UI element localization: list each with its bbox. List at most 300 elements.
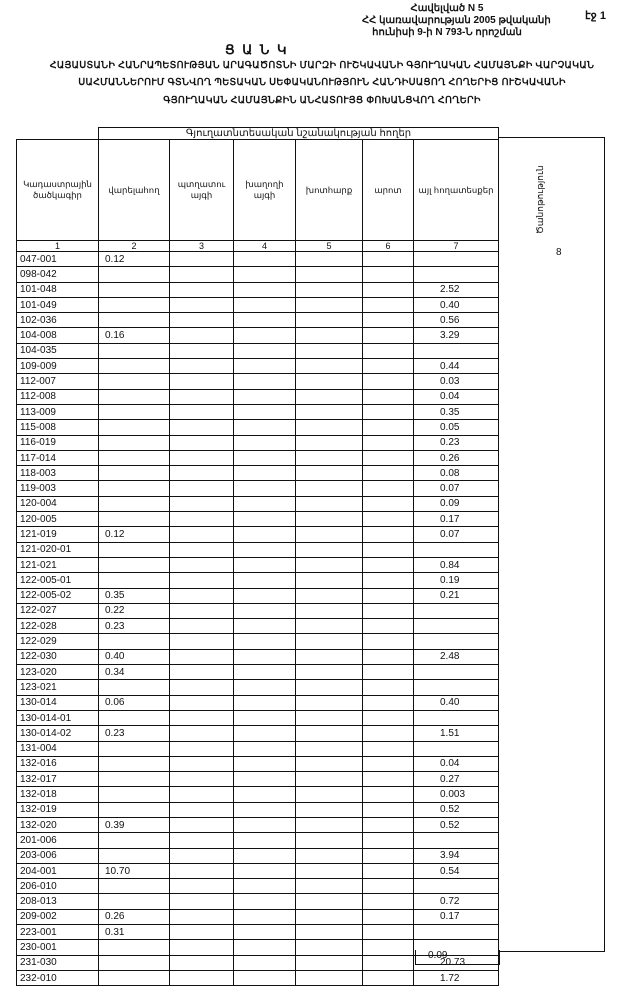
vineyard-cell	[234, 527, 296, 542]
pasture-cell	[363, 925, 414, 940]
hayfield-cell	[296, 802, 363, 817]
hayfield-cell	[296, 726, 363, 741]
cadastral-code-cell: 104-035	[17, 343, 99, 358]
arable-cell	[99, 420, 170, 435]
notes-column	[498, 137, 605, 952]
table-row	[17, 557, 499, 572]
hayfield-cell	[296, 297, 363, 312]
arable-cell	[99, 496, 170, 511]
cadastral-code-cell: 132-017	[17, 772, 99, 787]
orchard-cell	[170, 772, 234, 787]
table-row	[17, 802, 499, 817]
vineyard-cell	[234, 619, 296, 634]
pasture-cell	[363, 817, 414, 832]
hayfield-cell	[296, 817, 363, 832]
orchard-cell	[170, 649, 234, 664]
pasture-cell	[363, 359, 414, 374]
cadastral-code-cell: 132-019	[17, 802, 99, 817]
other-land-cell: 0.05	[414, 420, 499, 435]
title-line-1: ՀԱՅԱՍՏԱՆԻ ՀԱՆՐԱՊԵՏՈՒԹՅԱՆ ԱՐԱԳԱԾՈՏՆԻ ՄԱՐԶԻ ՈՒՇԿԱՎԱՆԻ ԳՅՈՒՂԱԿԱՆ ՀԱՄԱՅՆՔԻ ՎԱՐՉԱԿԱՆ	[49, 60, 595, 71]
vineyard-cell	[234, 389, 296, 404]
other-land-cell: 0.84	[414, 557, 499, 572]
orchard-cell	[170, 512, 234, 527]
orchard-cell	[170, 542, 234, 557]
pasture-cell	[363, 389, 414, 404]
col-vineyard: խաղողի այգի	[234, 140, 296, 241]
arable-cell: 0.34	[99, 665, 170, 680]
orchard-cell	[170, 359, 234, 374]
annex-number: Հավելված N 5	[410, 3, 484, 14]
other-land-cell: 0.35	[414, 404, 499, 419]
pasture-cell	[363, 848, 414, 863]
cadastral-code-cell: 132-020	[17, 817, 99, 832]
col-other-land: այլ հողատեսքեր	[414, 140, 499, 241]
cadastral-code-cell: 101-049	[17, 297, 99, 312]
pasture-cell	[363, 343, 414, 358]
arable-cell	[99, 389, 170, 404]
orchard-cell	[170, 863, 234, 878]
arable-cell: 0.12	[99, 527, 170, 542]
orchard-cell	[170, 695, 234, 710]
vineyard-cell	[234, 435, 296, 450]
other-land-cell: 0.21	[414, 588, 499, 603]
pasture-cell	[363, 695, 414, 710]
pasture-cell	[363, 940, 414, 955]
vineyard-cell	[234, 817, 296, 832]
arable-cell: 0.35	[99, 588, 170, 603]
table-row	[17, 863, 499, 878]
hayfield-cell	[296, 619, 363, 634]
vineyard-cell	[234, 466, 296, 481]
hayfield-cell	[296, 328, 363, 343]
pasture-cell	[363, 879, 414, 894]
hayfield-cell	[296, 573, 363, 588]
pasture-cell	[363, 573, 414, 588]
table-row	[17, 252, 499, 267]
hayfield-cell	[296, 496, 363, 511]
arable-cell	[99, 894, 170, 909]
arable-cell	[99, 772, 170, 787]
table-row	[17, 848, 499, 863]
orchard-cell	[170, 496, 234, 511]
orchard-cell	[170, 573, 234, 588]
cadastral-code-cell: 109-009	[17, 359, 99, 374]
hayfield-cell	[296, 772, 363, 787]
pasture-cell	[363, 374, 414, 389]
other-land-cell: 3.29	[414, 328, 499, 343]
hayfield-cell	[296, 404, 363, 419]
vineyard-cell	[234, 634, 296, 649]
hayfield-cell	[296, 955, 363, 970]
orchard-cell	[170, 879, 234, 894]
other-land-cell: 0.40	[414, 695, 499, 710]
vineyard-cell	[234, 848, 296, 863]
table-row	[17, 925, 499, 940]
title-line-3: ԳՅՈՒՂԱԿԱՆ ՀԱՄԱՅՆՔԻՆ ԱՆՀԱՏՈՒՅՑ ՓՈԽԱՆՑՎՈՂ ՀՈՂԵՐԻ	[163, 95, 481, 106]
hayfield-cell	[296, 940, 363, 955]
other-land-cell: 0.52	[414, 817, 499, 832]
cadastral-code-cell: 120-005	[17, 512, 99, 527]
cadastral-code-cell: 208-013	[17, 894, 99, 909]
vineyard-cell	[234, 542, 296, 557]
orchard-cell	[170, 909, 234, 924]
other-land-cell	[414, 252, 499, 267]
vineyard-cell	[234, 450, 296, 465]
orchard-cell	[170, 252, 234, 267]
orchard-cell	[170, 313, 234, 328]
hayfield-cell	[296, 588, 363, 603]
cadastral-code-cell: 112-007	[17, 374, 99, 389]
arable-cell: 0.39	[99, 817, 170, 832]
other-land-cell: 2.48	[414, 649, 499, 664]
pasture-cell	[363, 527, 414, 542]
orchard-cell	[170, 665, 234, 680]
orchard-cell	[170, 481, 234, 496]
document-title: Ց Ա Ն Կ	[225, 42, 289, 57]
other-land-cell: 0.17	[414, 909, 499, 924]
cadastral-code-cell: 131-004	[17, 741, 99, 756]
other-land-cell: 0.03	[414, 374, 499, 389]
hayfield-cell	[296, 389, 363, 404]
table-row	[17, 680, 499, 695]
pasture-cell	[363, 787, 414, 802]
other-land-cell	[414, 634, 499, 649]
orchard-cell	[170, 710, 234, 725]
vineyard-cell	[234, 925, 296, 940]
other-land-cell	[414, 680, 499, 695]
arable-cell: 10.70	[99, 863, 170, 878]
other-land-cell: 3.94	[414, 848, 499, 863]
hayfield-cell	[296, 879, 363, 894]
table-row	[17, 665, 499, 680]
vineyard-cell	[234, 313, 296, 328]
orchard-cell	[170, 450, 234, 465]
orchard-cell	[170, 420, 234, 435]
orchard-cell	[170, 435, 234, 450]
vineyard-cell	[234, 496, 296, 511]
vineyard-cell	[234, 267, 296, 282]
hayfield-cell	[296, 466, 363, 481]
hayfield-cell	[296, 710, 363, 725]
other-land-cell: 0.17	[414, 512, 499, 527]
pasture-cell	[363, 619, 414, 634]
hayfield-cell	[296, 925, 363, 940]
other-land-cell	[414, 741, 499, 756]
pasture-cell	[363, 649, 414, 664]
other-land-cell: 0.04	[414, 389, 499, 404]
vineyard-cell	[234, 787, 296, 802]
col-hayfield: խոտհարք	[296, 140, 363, 241]
arable-cell	[99, 756, 170, 771]
cadastral-code-cell: 098-042	[17, 267, 99, 282]
hayfield-cell	[296, 863, 363, 878]
other-land-cell: 0.40	[414, 297, 499, 312]
arable-cell	[99, 940, 170, 955]
cadastral-code-cell: 223-001	[17, 925, 99, 940]
col-arable: վարելահող	[99, 140, 170, 241]
pasture-cell	[363, 756, 414, 771]
arable-cell	[99, 512, 170, 527]
cadastral-code-cell: 047-001	[17, 252, 99, 267]
cadastral-code-cell: 121-020-01	[17, 542, 99, 557]
land-table	[16, 127, 499, 986]
pasture-cell	[363, 955, 414, 970]
orchard-cell	[170, 328, 234, 343]
vineyard-cell	[234, 802, 296, 817]
orchard-cell	[170, 741, 234, 756]
pasture-cell	[363, 297, 414, 312]
pasture-cell	[363, 603, 414, 618]
annex-government: ՀՀ կառավարության 2005 թվականի	[362, 15, 551, 26]
table-row	[17, 404, 499, 419]
vineyard-cell	[234, 512, 296, 527]
arable-cell	[99, 833, 170, 848]
vineyard-cell	[234, 297, 296, 312]
orchard-cell	[170, 680, 234, 695]
other-land-cell: 2.52	[414, 282, 499, 297]
hayfield-cell	[296, 435, 363, 450]
table-row	[17, 909, 499, 924]
table-row	[17, 450, 499, 465]
pasture-cell	[363, 772, 414, 787]
orchard-cell	[170, 925, 234, 940]
cadastral-code-cell: 122-029	[17, 634, 99, 649]
other-land-cell: 0.52	[414, 802, 499, 817]
table-row	[17, 389, 499, 404]
arable-cell	[99, 970, 170, 985]
orchard-cell	[170, 955, 234, 970]
pasture-cell	[363, 726, 414, 741]
pasture-cell	[363, 894, 414, 909]
vineyard-cell	[234, 557, 296, 572]
vineyard-cell	[234, 359, 296, 374]
hayfield-cell	[296, 481, 363, 496]
vineyard-cell	[234, 649, 296, 664]
other-land-cell: 1.72	[414, 970, 499, 985]
other-land-cell: 0.26	[414, 450, 499, 465]
pasture-cell	[363, 328, 414, 343]
cadastral-code-cell: 230-001	[17, 940, 99, 955]
pasture-cell	[363, 710, 414, 725]
orchard-cell	[170, 557, 234, 572]
table-row	[17, 435, 499, 450]
vineyard-cell	[234, 940, 296, 955]
orchard-cell	[170, 940, 234, 955]
pasture-cell	[363, 282, 414, 297]
col-number: 3	[170, 241, 234, 252]
vineyard-cell	[234, 588, 296, 603]
other-land-cell: 0.56	[414, 313, 499, 328]
orchard-cell	[170, 267, 234, 282]
hayfield-cell	[296, 634, 363, 649]
pasture-cell	[363, 802, 414, 817]
hayfield-cell	[296, 557, 363, 572]
other-land-cell: 0.07	[414, 481, 499, 496]
hayfield-cell	[296, 512, 363, 527]
col-number: 4	[234, 241, 296, 252]
table-row	[17, 833, 499, 848]
table-row	[17, 787, 499, 802]
arable-cell	[99, 741, 170, 756]
table-row	[17, 527, 499, 542]
hayfield-cell	[296, 282, 363, 297]
other-land-cell: 0.23	[414, 435, 499, 450]
hayfield-cell	[296, 756, 363, 771]
orchard-cell	[170, 527, 234, 542]
col-number: 8	[556, 247, 562, 258]
annex-decision: հունիսի 9-ի N 793-Ն որոշման	[372, 27, 522, 38]
cadastral-code-cell: 130-014	[17, 695, 99, 710]
cadastral-code-cell: 115-008	[17, 420, 99, 435]
orchard-cell	[170, 894, 234, 909]
vineyard-cell	[234, 252, 296, 267]
hayfield-cell	[296, 527, 363, 542]
vineyard-cell	[234, 404, 296, 419]
hayfield-cell	[296, 374, 363, 389]
arable-cell	[99, 680, 170, 695]
arable-cell	[99, 710, 170, 725]
col-number: 7	[414, 241, 499, 252]
orchard-cell	[170, 343, 234, 358]
pasture-cell	[363, 634, 414, 649]
vineyard-cell	[234, 695, 296, 710]
orchard-cell	[170, 404, 234, 419]
arable-cell	[99, 450, 170, 465]
cadastral-code-cell: 232-010	[17, 970, 99, 985]
other-land-cell	[414, 267, 499, 282]
page-number: էջ 1	[585, 10, 606, 22]
arable-cell: 0.26	[99, 909, 170, 924]
orchard-cell	[170, 756, 234, 771]
arable-cell	[99, 374, 170, 389]
vineyard-cell	[234, 420, 296, 435]
arable-cell	[99, 404, 170, 419]
vineyard-cell	[234, 328, 296, 343]
pasture-cell	[363, 252, 414, 267]
arable-cell	[99, 435, 170, 450]
cadastral-code-cell: 203-006	[17, 848, 99, 863]
col-orchard: պտղատու այգի	[170, 140, 234, 241]
hayfield-cell	[296, 359, 363, 374]
hayfield-cell	[296, 267, 363, 282]
orchard-cell	[170, 374, 234, 389]
orchard-cell	[170, 282, 234, 297]
other-land-cell: 0.07	[414, 527, 499, 542]
table-row	[17, 634, 499, 649]
arable-cell	[99, 557, 170, 572]
cadastral-code-cell: 101-048	[17, 282, 99, 297]
hayfield-cell	[296, 343, 363, 358]
pasture-cell	[363, 741, 414, 756]
arable-cell	[99, 955, 170, 970]
table-row	[17, 420, 499, 435]
table-row	[17, 313, 499, 328]
pasture-cell	[363, 833, 414, 848]
pasture-cell	[363, 542, 414, 557]
orchard-cell	[170, 588, 234, 603]
other-land-cell: 0.003	[414, 787, 499, 802]
arable-cell: 0.12	[99, 252, 170, 267]
table-row	[17, 359, 499, 374]
pasture-cell	[363, 512, 414, 527]
table-row	[17, 481, 499, 496]
other-land-cell: 0.72	[414, 894, 499, 909]
pasture-cell	[363, 481, 414, 496]
other-land-cell	[414, 665, 499, 680]
cadastral-code-cell: 119-003	[17, 481, 99, 496]
pasture-cell	[363, 267, 414, 282]
hayfield-cell	[296, 542, 363, 557]
cadastral-code-cell: 120-004	[17, 496, 99, 511]
other-land-cell	[414, 710, 499, 725]
group-header: Գյուղատնտեսական նշանակության հողեր	[99, 128, 499, 140]
orchard-cell	[170, 970, 234, 985]
vineyard-cell	[234, 665, 296, 680]
table-row	[17, 542, 499, 557]
arable-cell	[99, 481, 170, 496]
table-row	[17, 588, 499, 603]
hayfield-cell	[296, 603, 363, 618]
arable-cell: 0.23	[99, 726, 170, 741]
vineyard-cell	[234, 756, 296, 771]
table-row	[17, 496, 499, 511]
hayfield-cell	[296, 450, 363, 465]
hayfield-cell	[296, 970, 363, 985]
other-land-cell: 0.08	[414, 466, 499, 481]
cadastral-code-cell: 112-008	[17, 389, 99, 404]
other-land-cell	[414, 343, 499, 358]
col-number: 5	[296, 241, 363, 252]
arable-cell	[99, 787, 170, 802]
arable-cell	[99, 848, 170, 863]
hayfield-cell	[296, 848, 363, 863]
orchard-cell	[170, 297, 234, 312]
cadastral-code-cell: 104-008	[17, 328, 99, 343]
hayfield-cell	[296, 420, 363, 435]
arable-cell: 0.16	[99, 328, 170, 343]
table-row	[17, 970, 499, 985]
col-number: 1	[17, 241, 99, 252]
other-land-cell	[414, 619, 499, 634]
vineyard-cell	[234, 680, 296, 695]
arable-cell	[99, 802, 170, 817]
orchard-cell	[170, 787, 234, 802]
arable-cell	[99, 282, 170, 297]
arable-cell	[99, 879, 170, 894]
pasture-cell	[363, 970, 414, 985]
arable-cell	[99, 542, 170, 557]
orchard-cell	[170, 726, 234, 741]
other-land-cell: 0.54	[414, 863, 499, 878]
vineyard-cell	[234, 343, 296, 358]
hayfield-cell	[296, 833, 363, 848]
vineyard-cell	[234, 909, 296, 924]
vineyard-cell	[234, 833, 296, 848]
other-land-cell: 1.51	[414, 726, 499, 741]
other-land-cell	[414, 542, 499, 557]
table-row	[17, 573, 499, 588]
arable-cell	[99, 343, 170, 358]
cadastral-code-cell: 122-030	[17, 649, 99, 664]
cadastral-code-cell: 130-014-01	[17, 710, 99, 725]
orchard-cell	[170, 833, 234, 848]
arable-cell: 0.23	[99, 619, 170, 634]
orchard-cell	[170, 634, 234, 649]
table-row	[17, 328, 499, 343]
col-number: 6	[363, 241, 414, 252]
table-row	[17, 297, 499, 312]
orchard-cell	[170, 619, 234, 634]
